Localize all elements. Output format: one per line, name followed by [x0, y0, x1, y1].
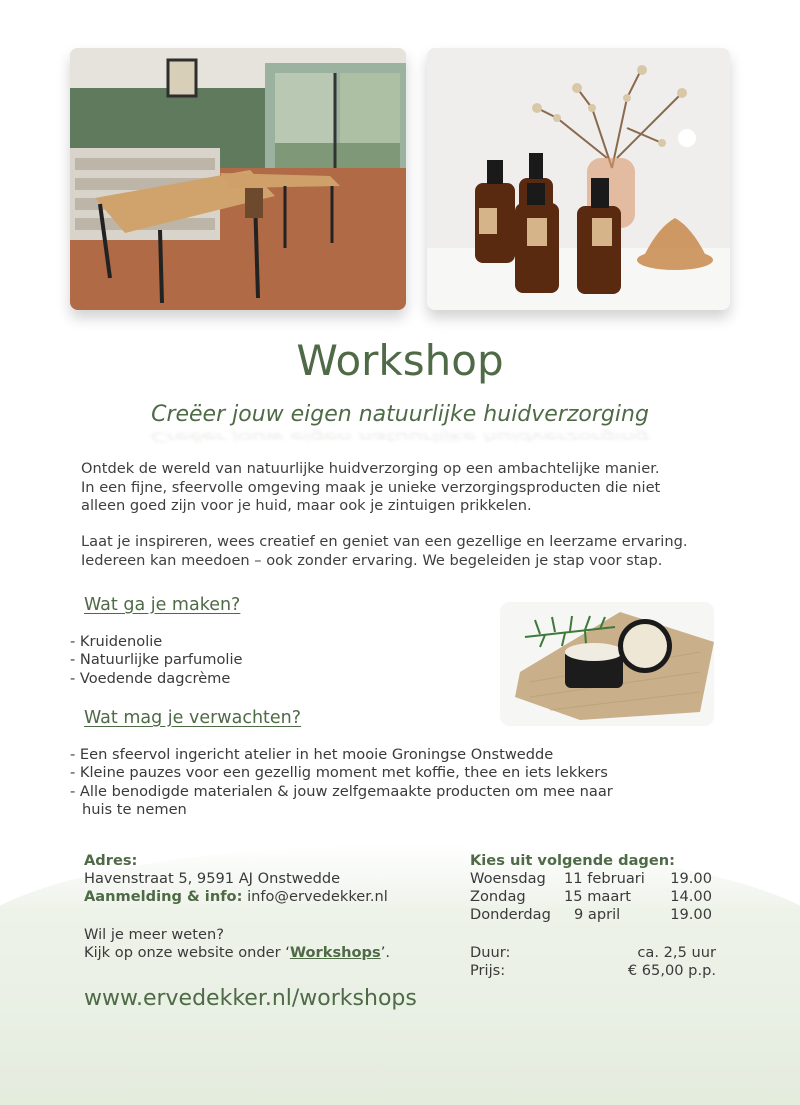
continuation-text: huis te nemen — [82, 801, 187, 819]
day-date: 11 februari — [564, 870, 645, 887]
days-heading: Kies uit volgende dagen: — [470, 852, 675, 869]
more-info-text-end: ’. — [380, 944, 390, 961]
intro-line: Laat je inspireren, wees creatief en geniet van een gezellige en leerzame ervaring. — [81, 533, 688, 550]
more-info-text: Kijk op onze website onder ‘ — [84, 944, 290, 961]
workshops-link[interactable]: Workshops — [289, 944, 381, 961]
intro-line: In een fijne, sfeervolle omgeving maak je unieke verzorgingsproducten die niet — [81, 478, 661, 496]
day-time: 19.00 — [670, 906, 712, 923]
address-label: Adres: — [84, 852, 138, 869]
duration-value: ca. 2,5 uur — [637, 944, 716, 961]
day-row — [470, 888, 720, 906]
intro-paragraph-2 — [81, 533, 741, 570]
duration-price-block — [470, 944, 716, 980]
price-label: Prijs: — [470, 962, 506, 979]
expect-heading: Wat mag je verwachten? — [84, 708, 302, 728]
list-item: - Natuurlijke parfumolie — [70, 651, 243, 669]
day-row — [470, 906, 720, 924]
day-name: Donderdag — [470, 906, 551, 923]
list-item: - Kleine pauzes voor een gezellig moment met koffie, thee en iets lekkers — [70, 764, 608, 782]
duration-row — [470, 944, 716, 962]
price-value: € 65,00 p.p. — [627, 962, 716, 979]
cream-jars-photo — [500, 602, 714, 726]
day-time: 19.00 — [670, 870, 712, 887]
signup-email[interactable]: info@ervedekker.nl — [247, 888, 388, 905]
day-name: Woensdag — [470, 870, 546, 887]
expect-list — [70, 746, 670, 820]
list-item: - Een sfeervol ingericht atelier in het mooie Groningse Onstwedde — [70, 746, 554, 763]
page-title: Workshop — [296, 336, 504, 385]
day-name: Zondag — [470, 888, 526, 905]
amber-bottles-photo — [427, 48, 730, 310]
list-item: - Kruidenolie — [70, 633, 163, 650]
more-info-block — [84, 926, 390, 962]
price-row — [470, 962, 716, 980]
list-item: - Voedende dagcrème — [70, 669, 231, 687]
list-item-continuation — [70, 801, 670, 819]
subtitle: Creëer jouw eigen natuurlijke huidverzorging — [151, 402, 649, 427]
day-date: 15 maart — [564, 888, 632, 905]
subtitle-reflection: Creëer jouw eigen natuurlijke huidverzorging — [151, 429, 649, 444]
duration-label: Duur: — [470, 944, 511, 961]
list-item: - Alle benodigde materialen & jouw zelfgemaakte producten om mee naar — [70, 782, 613, 800]
intro-line: alleen goed zijn voor je huid, maar ook je zintuigen prikkelen. — [81, 497, 532, 514]
address-value: Havenstraat 5, 9591 AJ Onstwedde — [84, 870, 341, 887]
address-block — [84, 852, 388, 906]
day-row — [470, 870, 720, 888]
make-list — [70, 633, 243, 688]
day-date: 9 april — [574, 906, 621, 923]
signup-label: Aanmelding & info: — [84, 888, 243, 905]
intro-paragraph-1 — [81, 460, 741, 516]
intro-line: Iedereen kan meedoen – ook zonder ervaring. We begeleiden je stap voor stap. — [81, 551, 663, 569]
atelier-photo — [70, 48, 406, 310]
day-time: 14.00 — [670, 888, 712, 905]
more-info-question: Wil je meer weten? — [84, 926, 224, 943]
make-heading: Wat ga je maken? — [84, 595, 241, 615]
intro-line: Ontdek de wereld van natuurlijke huidverzorging op een ambachtelijke manier. — [81, 460, 660, 477]
website-url[interactable]: www.ervedekker.nl/workshops — [84, 986, 417, 1011]
days-block — [470, 852, 720, 924]
